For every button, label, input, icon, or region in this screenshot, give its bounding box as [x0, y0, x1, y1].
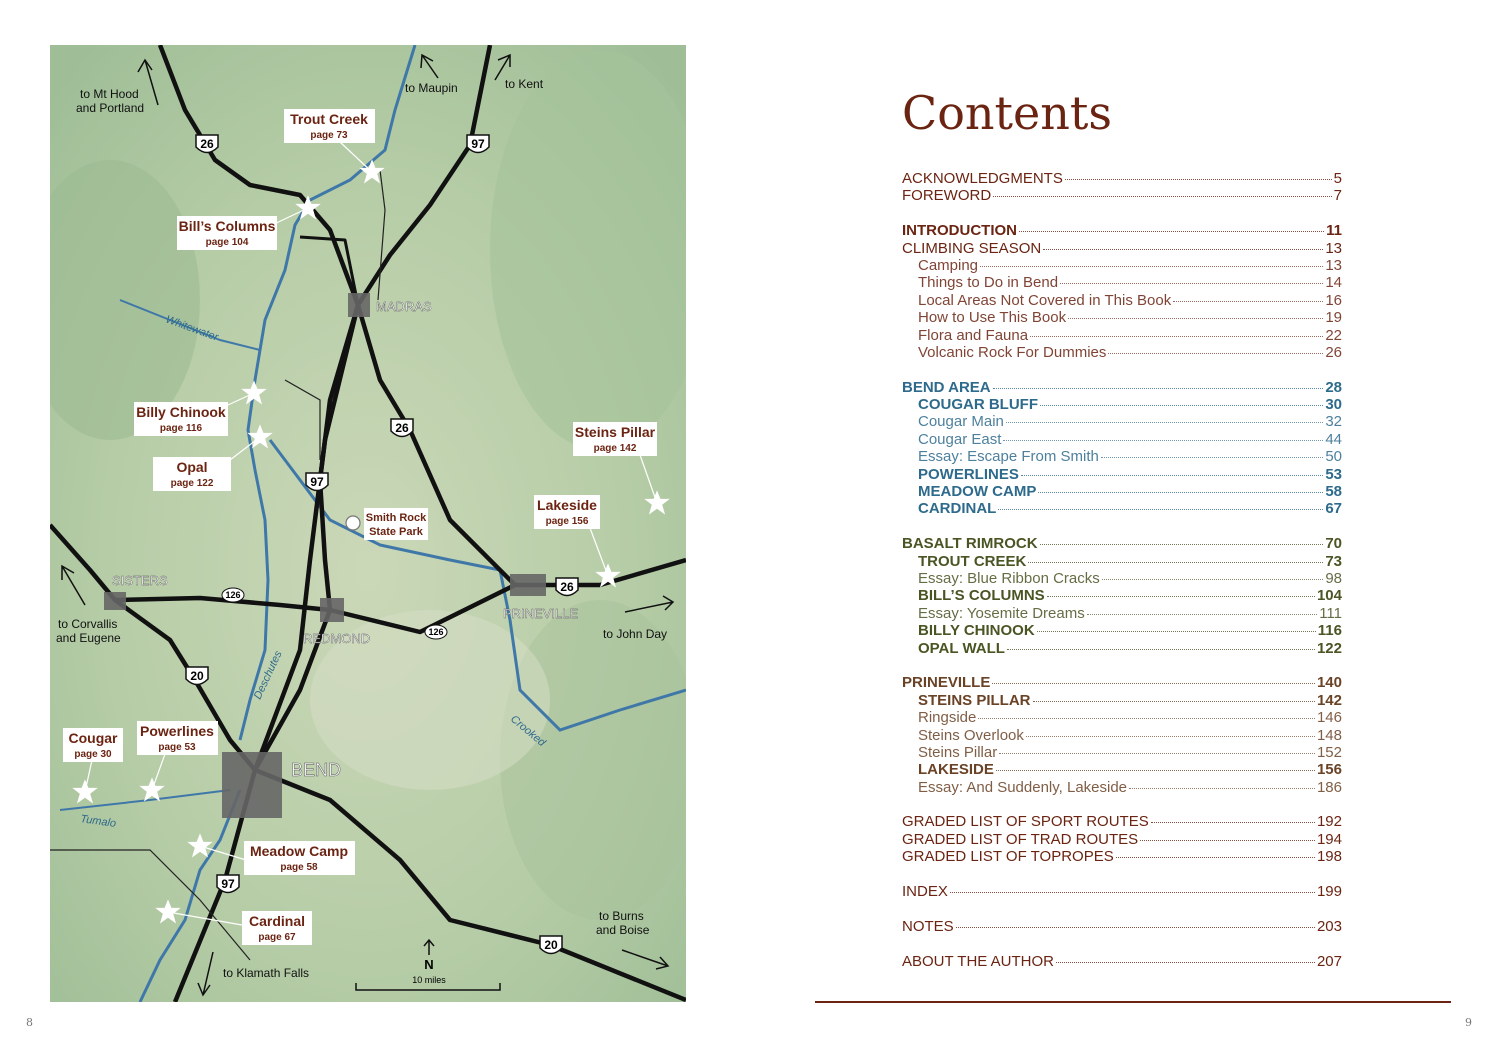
toc-entry[interactable]	[902, 761, 1342, 778]
toc-entry[interactable]	[902, 918, 1342, 935]
dot-leader	[1038, 492, 1323, 493]
toc-entry-page: 26	[1325, 343, 1342, 361]
dot-leader	[1043, 249, 1323, 250]
toc-entry-label: PRINEVILLE	[902, 674, 991, 692]
toc-entry-page: 146	[1316, 709, 1342, 727]
toc-spacer	[902, 866, 1342, 883]
svg-text:page 67: page 67	[258, 932, 296, 943]
dir-burns: to Burns	[599, 909, 644, 923]
toc-entry-page: 19	[1325, 309, 1342, 327]
dir-mthood: and Portland	[76, 101, 145, 115]
label-billy-chinook	[134, 402, 228, 436]
dot-leader	[1028, 562, 1323, 563]
area-map	[50, 45, 686, 1002]
toc-spacer	[902, 361, 1342, 378]
toc-entry-page: 192	[1316, 813, 1342, 831]
toc-entry[interactable]	[902, 605, 1342, 622]
dir-kent: to Kent	[505, 77, 544, 91]
toc-entry-page: 198	[1316, 848, 1342, 866]
river-label-crooked: Crooked	[508, 713, 548, 750]
toc-entry-page: 207	[1316, 952, 1342, 970]
toc-entry[interactable]	[902, 500, 1342, 517]
toc-entry[interactable]	[902, 848, 1342, 865]
toc-entry[interactable]	[902, 379, 1342, 396]
shield-us97: 97	[471, 137, 485, 151]
toc-spacer	[902, 205, 1342, 222]
svg-text:page 116: page 116	[159, 423, 203, 434]
toc-entry[interactable]	[902, 622, 1342, 639]
toc-entry-page: 152	[1316, 743, 1342, 761]
toc-entry-label: ABOUT THE AUTHOR	[902, 952, 1054, 970]
label-trout-creek	[284, 109, 375, 143]
shield-us97: 97	[310, 475, 324, 489]
dot-leader	[992, 683, 1315, 684]
dot-leader	[1040, 405, 1323, 406]
toc-entry-label: COUGAR BLUFF	[918, 396, 1038, 414]
toc-entry-page: 53	[1325, 465, 1342, 483]
label-meadow-camp	[244, 841, 355, 875]
toc-entry[interactable]	[902, 553, 1342, 570]
svg-text:Billy Chinook: Billy Chinook	[136, 404, 226, 420]
toc-entry-page: 104	[1316, 587, 1342, 605]
town-redmond: REDMOND	[303, 631, 371, 646]
dot-leader	[1140, 840, 1315, 841]
dir-corvallis: and Eugene	[56, 631, 121, 645]
dir-klamath: to Klamath Falls	[223, 966, 310, 980]
toc-entry-label: GRADED LIST OF TRAD ROUTES	[902, 830, 1139, 848]
toc-entry-label: CLIMBING SEASON	[902, 239, 1042, 257]
dot-leader	[998, 509, 1323, 510]
dot-leader	[996, 770, 1315, 771]
svg-text:page 53: page 53	[158, 742, 196, 753]
toc-entry[interactable]	[902, 309, 1342, 326]
toc-entry-label: Essay: Blue Ribbon Cracks	[918, 569, 1100, 587]
dot-leader	[1021, 475, 1323, 476]
toc-entry-page: 148	[1316, 726, 1342, 744]
dot-leader	[1040, 544, 1324, 545]
toc-entry-label: POWERLINES	[918, 465, 1019, 483]
dot-leader	[1101, 457, 1323, 458]
toc-entry-label: Camping	[918, 256, 979, 274]
label-powerlines	[137, 721, 218, 755]
toc-entry-label: Volcanic Rock For Dummies	[918, 343, 1107, 361]
toc-entry-page: 44	[1325, 430, 1342, 448]
toc-entry[interactable]	[902, 727, 1342, 744]
svg-text:page 30: page 30	[74, 749, 112, 760]
toc-entry[interactable]	[902, 483, 1342, 500]
page-number-left: 8	[26, 1016, 33, 1029]
contents-title: Contents	[902, 86, 1112, 140]
toc-entry-label: ACKNOWLEDGMENTS	[902, 170, 1063, 187]
toc-entry-page: 122	[1316, 639, 1342, 657]
toc-entry[interactable]	[902, 170, 1342, 187]
svg-text:page 122: page 122	[170, 478, 214, 489]
svg-text:Trout Creek: Trout Creek	[290, 111, 368, 127]
dot-leader	[1030, 336, 1323, 337]
shield-or126: 126	[225, 590, 241, 600]
toc-entry[interactable]	[902, 587, 1342, 604]
toc-entry-page: 22	[1325, 326, 1342, 344]
label-opal	[153, 457, 231, 491]
toc-entry-page: 73	[1325, 552, 1342, 570]
toc-entry[interactable]	[902, 466, 1342, 483]
svg-text:Cardinal: Cardinal	[248, 913, 306, 929]
toc-entry-label: MEADOW CAMP	[918, 483, 1037, 501]
svg-text:N: N	[424, 957, 434, 972]
dot-leader	[980, 266, 1323, 267]
dot-leader	[1060, 283, 1323, 284]
shield-us26: 26	[200, 137, 214, 151]
dir-corvallis: to Corvallis	[58, 617, 118, 631]
toc-entry[interactable]	[902, 779, 1342, 796]
svg-text:Steins Pillar: Steins Pillar	[574, 424, 656, 440]
dot-leader	[1056, 962, 1315, 963]
toc-entry-label: INTRODUCTION	[902, 222, 1017, 240]
dot-leader	[1087, 614, 1317, 615]
toc-entry[interactable]	[902, 396, 1342, 413]
toc-entry[interactable]	[902, 292, 1342, 309]
toc-spacer	[902, 935, 1342, 952]
town-prineville: PRINEVILLE	[503, 606, 579, 621]
dot-leader	[1026, 736, 1315, 737]
toc-entry-label: FOREWORD	[902, 187, 992, 205]
dot-leader	[1003, 440, 1323, 441]
shield-or126: 126	[428, 627, 444, 637]
toc-entry-page: 13	[1325, 239, 1342, 257]
svg-text:Lakeside: Lakeside	[537, 497, 597, 513]
toc-entry-page: 7	[1333, 187, 1342, 205]
toc-entry-page: 5	[1333, 170, 1342, 187]
dot-leader	[1019, 231, 1324, 232]
toc-entry-page: 140	[1316, 674, 1342, 692]
toc-entry[interactable]	[902, 709, 1342, 726]
label-cougar	[63, 728, 123, 762]
toc-entry-label: Ringside	[918, 709, 977, 727]
svg-text:page 156: page 156	[545, 516, 589, 527]
dot-leader	[1068, 318, 1323, 319]
toc-entry-label: BEND AREA	[902, 378, 991, 396]
shield-us97: 97	[221, 877, 235, 891]
toc-entry[interactable]	[902, 813, 1342, 830]
label-lakeside	[534, 495, 600, 529]
dot-leader	[999, 753, 1315, 754]
divider-rule	[815, 1001, 1451, 1003]
toc-entry[interactable]	[902, 744, 1342, 761]
dot-leader	[1102, 579, 1324, 580]
toc-entry-label: Cougar Main	[918, 413, 1004, 431]
toc-entry[interactable]	[902, 257, 1342, 274]
dot-leader	[1033, 701, 1315, 702]
toc-entry-label: How to Use This Book	[918, 309, 1067, 327]
toc-entry-page: 70	[1325, 535, 1342, 553]
dot-leader	[1037, 631, 1316, 632]
toc-entry[interactable]	[902, 274, 1342, 291]
toc-entry-page: 203	[1316, 917, 1342, 935]
toc-entry-label: LAKESIDE	[918, 761, 994, 779]
toc-entry-page: 156	[1316, 761, 1342, 779]
toc-entry-label: GRADED LIST OF SPORT ROUTES	[902, 813, 1149, 831]
dot-leader	[978, 718, 1315, 719]
svg-text:page 73: page 73	[310, 130, 348, 141]
svg-text:Bill’s Columns: Bill’s Columns	[178, 218, 276, 234]
toc-entry-page: 116	[1317, 622, 1342, 640]
svg-text:Meadow Camp: Meadow Camp	[249, 843, 349, 859]
dot-leader	[956, 927, 1315, 928]
dot-leader	[1129, 788, 1315, 789]
toc-spacer	[902, 518, 1342, 535]
toc-entry-label: Essay: And Suddenly, Lakeside	[918, 778, 1128, 796]
svg-text:10 miles: 10 miles	[412, 975, 446, 985]
dot-leader	[1006, 422, 1323, 423]
toc-entry-label: Things to Do in Bend	[918, 274, 1059, 292]
label-bills-columns	[177, 216, 277, 250]
toc-entry-label: GRADED LIST OF TOPROPES	[902, 848, 1114, 866]
toc-entry-label: BASALT RIMROCK	[902, 535, 1038, 553]
town-sisters: SISTERS	[112, 573, 168, 588]
dot-leader	[1065, 179, 1332, 180]
toc-entry-label: BILLY CHINOOK	[918, 622, 1035, 640]
page-number-right: 9	[1465, 1016, 1472, 1029]
toc-entry[interactable]	[902, 640, 1342, 657]
label-steins-pillar	[573, 422, 657, 456]
dot-leader	[1151, 822, 1315, 823]
toc-entry-page: 28	[1325, 378, 1342, 396]
dot-leader	[1116, 857, 1315, 858]
dot-leader	[950, 892, 1315, 893]
toc-entry[interactable]	[902, 692, 1342, 709]
dir-mthood: to Mt Hood	[80, 87, 139, 101]
dot-leader	[1007, 649, 1315, 650]
svg-text:Opal: Opal	[176, 459, 208, 475]
toc-entry[interactable]	[902, 953, 1342, 970]
toc-entry[interactable]	[902, 413, 1342, 430]
toc-entry-label: CARDINAL	[918, 500, 997, 518]
svg-text:page 142: page 142	[593, 443, 637, 454]
svg-text:Powerlines: Powerlines	[140, 723, 214, 739]
toc-entry-label: Cougar East	[918, 430, 1002, 448]
toc-entry-label: OPAL WALL	[918, 639, 1005, 657]
dir-maupin: to Maupin	[405, 81, 458, 95]
toc-entry-label: Steins Pillar	[918, 743, 998, 761]
toc-entry[interactable]	[902, 570, 1342, 587]
toc-entry-label: Local Areas Not Covered in This Book	[918, 291, 1172, 309]
shield-us26: 26	[560, 580, 574, 594]
toc-entry[interactable]	[902, 222, 1342, 239]
svg-text:Cougar: Cougar	[68, 730, 118, 746]
toc-entry-page: 111	[1319, 604, 1342, 622]
river-label-tumalo: Tumalo	[79, 813, 117, 830]
dir-burns: and Boise	[596, 923, 650, 937]
toc-entry-page: 16	[1325, 291, 1342, 309]
label-cardinal	[242, 911, 312, 945]
dir-johnday: to John Day	[603, 627, 668, 641]
town-bend: BEND	[291, 760, 342, 780]
toc-entry[interactable]	[902, 327, 1342, 344]
dot-leader	[1047, 596, 1315, 597]
toc-entry[interactable]	[902, 674, 1342, 691]
toc-entry-page: 58	[1325, 483, 1342, 501]
shield-us20: 20	[190, 669, 204, 683]
toc-spacer	[902, 657, 1342, 674]
shield-us20: 20	[544, 938, 558, 952]
toc-entry[interactable]	[902, 883, 1342, 900]
toc-entry-page: 186	[1316, 778, 1342, 796]
toc-entry-page: 14	[1325, 274, 1342, 292]
toc-entry-page: 30	[1325, 396, 1342, 414]
toc-entry[interactable]	[902, 431, 1342, 448]
toc-entry-label: NOTES	[902, 917, 954, 935]
toc-entry-label: TROUT CREEK	[918, 552, 1027, 570]
town-madras: MADRAS	[376, 299, 432, 314]
toc-entry-page: 32	[1325, 413, 1342, 431]
toc-entry[interactable]	[902, 535, 1342, 552]
toc-entry-page: 98	[1325, 569, 1342, 587]
toc-entry-page: 11	[1326, 222, 1342, 240]
toc-entry-label: STEINS PILLAR	[918, 691, 1031, 709]
toc-entry[interactable]	[902, 344, 1342, 361]
svg-text:Smith Rock: Smith Rock	[365, 512, 427, 524]
dot-leader	[1173, 301, 1323, 302]
shield-us26: 26	[395, 421, 409, 435]
toc-entry-label: Flora and Fauna	[918, 326, 1029, 344]
toc-entry[interactable]	[902, 187, 1342, 204]
toc-entry-page: 50	[1325, 448, 1342, 466]
toc-entry-page: 13	[1325, 256, 1342, 274]
toc-spacer	[902, 900, 1342, 917]
toc-entry-label: INDEX	[902, 883, 948, 901]
toc-entry-label: Essay: Yosemite Dreams	[918, 604, 1085, 622]
toc-entry-page: 67	[1325, 500, 1342, 518]
svg-text:State Park: State Park	[369, 526, 423, 538]
svg-text:page 104: page 104	[205, 237, 249, 248]
river-label-whitewater: Whitewater	[163, 313, 220, 344]
dot-leader	[1108, 353, 1323, 354]
toc-entry-label: BILL’S COLUMNS	[918, 587, 1045, 605]
toc-entry-page: 142	[1316, 691, 1342, 709]
table-of-contents	[902, 170, 1342, 970]
toc-entry-page: 194	[1316, 830, 1342, 848]
toc-entry-label: Essay: Escape From Smith	[918, 448, 1099, 466]
toc-entry-label: Steins Overlook	[918, 726, 1024, 744]
toc-entry-page: 199	[1316, 883, 1342, 901]
river-label-deschutes: Deschutes	[251, 649, 285, 702]
toc-entry[interactable]	[902, 448, 1342, 465]
dot-leader	[993, 196, 1331, 197]
svg-text:page 58: page 58	[280, 862, 318, 873]
label-smith-rock	[364, 508, 428, 540]
dot-leader	[993, 388, 1324, 389]
toc-entry[interactable]	[902, 831, 1342, 848]
toc-entry[interactable]	[902, 240, 1342, 257]
toc-spacer	[902, 796, 1342, 813]
